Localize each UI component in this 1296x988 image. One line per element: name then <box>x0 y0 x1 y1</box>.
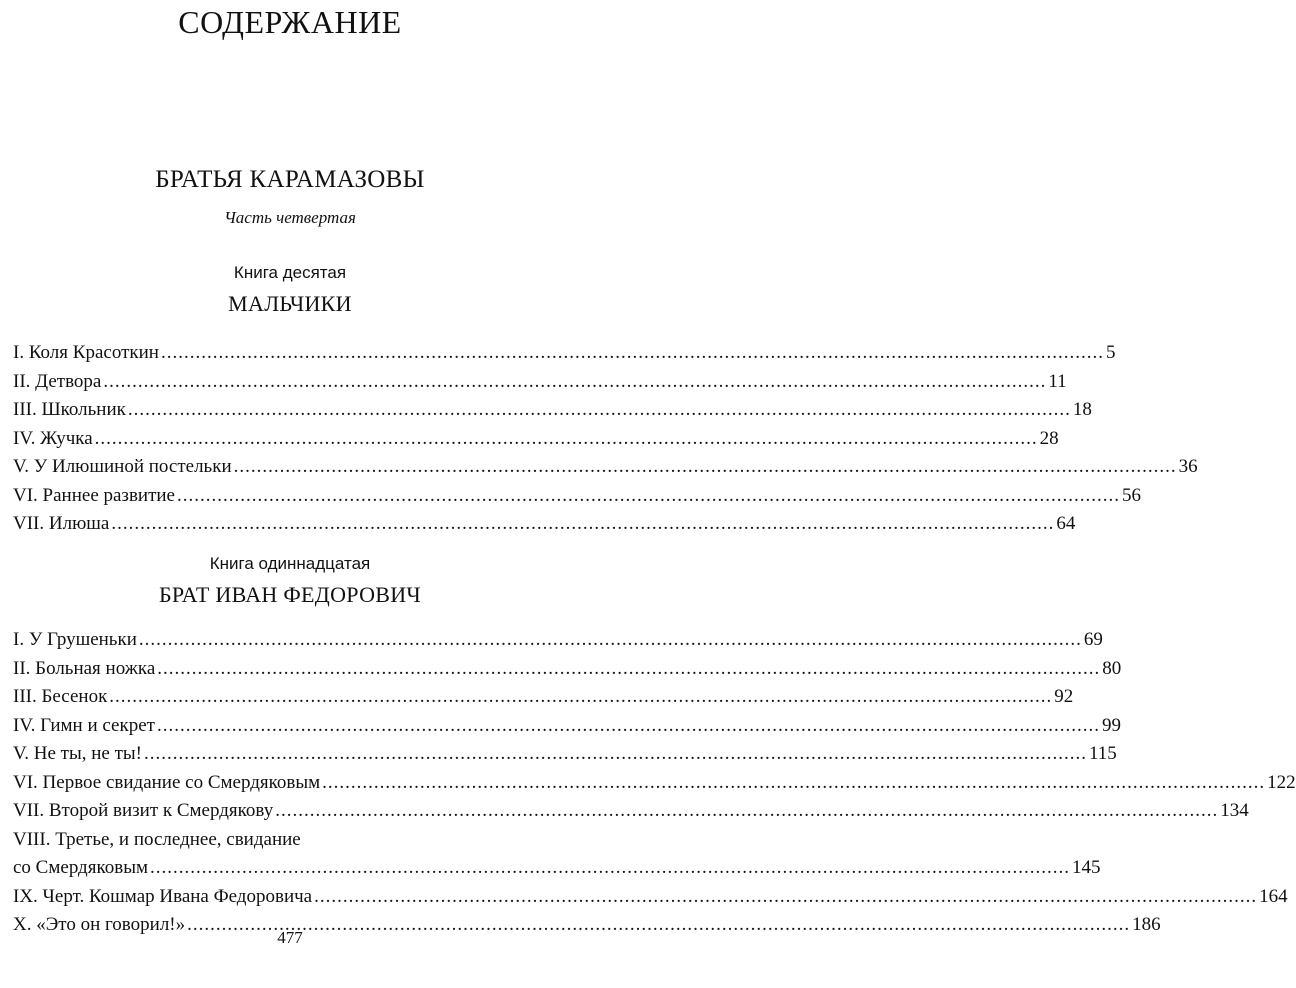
part-title: Часть четвертая <box>224 208 356 227</box>
chapter-page-number: 69 <box>1083 629 1103 650</box>
dot-leader <box>103 368 1046 397</box>
dot-leader: ................................................................................................................................................................ <box>150 857 1070 878</box>
chapter-page-number: 18 <box>1072 399 1092 420</box>
book-ten-number: Книга десятая <box>233 263 347 282</box>
chapter-page-number: 92 <box>1054 686 1074 707</box>
toc-entry[interactable] <box>13 683 1074 712</box>
chapter-title: II. Детвора <box>13 370 102 392</box>
toc-entry[interactable] <box>13 883 1288 912</box>
dot-leader <box>95 425 1038 454</box>
dot-leader <box>128 396 1071 425</box>
chapter-page-number: 80 <box>1102 657 1122 679</box>
dot-leader <box>322 769 1265 798</box>
toc-entry[interactable] <box>13 510 1076 539</box>
book-ten-name: МАЛЬЧИКИ <box>228 291 352 316</box>
chapter-page-number: 36 <box>1178 456 1198 477</box>
toc-entry[interactable] <box>13 368 1067 397</box>
toc-entry[interactable] <box>13 425 1059 454</box>
chapter-title: VII. Илюша <box>13 513 110 534</box>
book-ten-chapter-list <box>13 339 1198 539</box>
dot-leader <box>234 453 1177 482</box>
chapter-page-number: 164 <box>1259 885 1288 907</box>
chapter-page-number: 56 <box>1121 484 1141 506</box>
book-eleven-chapter-list <box>13 626 1296 940</box>
chapter-title: IV. Жучка <box>13 427 93 449</box>
toc-entry[interactable] <box>13 655 1122 684</box>
toc-entry[interactable] <box>13 797 1249 826</box>
toc-entry[interactable] <box>13 626 1103 655</box>
dot-leader <box>109 683 1052 712</box>
toc-entry[interactable] <box>13 712 1121 741</box>
toc-entry[interactable] <box>13 453 1198 482</box>
work-title: БРАТЬЯ КАРАМАЗОВЫ <box>155 166 425 193</box>
chapter-page-number: 28 <box>1039 427 1059 449</box>
dot-leader <box>275 797 1218 826</box>
contents-heading: СОДЕРЖАНИЕ <box>178 4 402 40</box>
chapter-page-number: 99 <box>1101 714 1121 736</box>
chapter-page-number: 5 <box>1105 342 1116 363</box>
book-eleven-name: БРАТ ИВАН ФЕДОРОВИЧ <box>158 582 422 607</box>
chapter-title-line-1: VIII. Третье, и последнее, свидание <box>13 828 301 850</box>
chapter-title: IX. Черт. Кошмар Ивана Федоровича <box>13 885 313 907</box>
chapter-title-line-2-row <box>13 854 1101 883</box>
chapter-page-number: 134 <box>1220 800 1249 821</box>
chapter-title: III. Бесенок <box>13 686 108 707</box>
chapter-title: VI. Раннее развитие <box>13 484 175 506</box>
dot-leader <box>111 510 1054 539</box>
chapter-title: X. «Это он говорил!» <box>13 914 186 935</box>
chapter-title: V. Не ты, не ты! <box>13 743 142 764</box>
dot-leader <box>157 712 1100 741</box>
toc-entry[interactable] <box>13 826 1101 883</box>
chapter-title: VII. Второй визит к Смердякову <box>13 800 274 821</box>
chapter-page-number: 11 <box>1048 370 1067 392</box>
chapter-title: I. Коля Красоткин <box>13 342 159 363</box>
chapter-page-number: 115 <box>1089 743 1117 764</box>
dot-leader <box>157 655 1100 684</box>
toc-entry[interactable] <box>13 396 1092 425</box>
toc-entry[interactable] <box>13 482 1141 511</box>
chapter-title: VI. Первое свидание со Смердяковым <box>13 771 321 793</box>
book-eleven-number: Книга одиннадцатая <box>209 554 371 573</box>
chapter-title: II. Больная ножка <box>13 657 156 679</box>
chapter-title-line-2: со Смердяковым <box>13 857 148 878</box>
chapter-page-number: 186 <box>1132 914 1161 935</box>
dot-leader <box>177 482 1120 511</box>
page-folio-number: 477 <box>277 928 303 947</box>
chapter-page-number: 145 <box>1072 857 1101 878</box>
chapter-title: IV. Гимн и секрет <box>13 714 155 736</box>
chapter-title: I. У Грушеньки <box>13 629 137 650</box>
toc-entry[interactable] <box>13 740 1117 769</box>
chapter-page-number: 64 <box>1056 513 1076 534</box>
toc-entry[interactable] <box>13 769 1296 798</box>
dot-leader <box>144 740 1087 769</box>
dot-leader <box>161 339 1104 368</box>
dot-leader <box>314 883 1257 912</box>
chapter-page-number: 122 <box>1267 771 1296 793</box>
chapter-title: V. У Илюшиной постельки <box>13 456 232 477</box>
toc-entry[interactable] <box>13 339 1116 368</box>
dot-leader <box>139 626 1082 655</box>
chapter-title: III. Школьник <box>13 399 126 420</box>
